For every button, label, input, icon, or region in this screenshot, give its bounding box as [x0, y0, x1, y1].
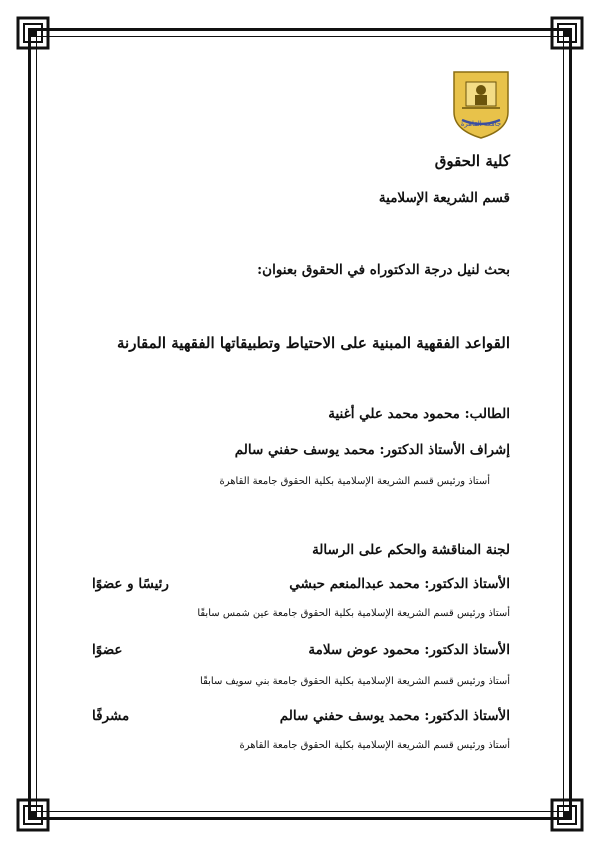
supervisor-name: إشراف الأستاذ الدكتور: محمد يوسف حفني سالم	[234, 442, 510, 458]
supervisor-title: أستاذ ورئيس قسم الشريعة الإسلامية بكلية الحقوق جامعة القاهرة	[219, 476, 490, 487]
corner-ornament-icon	[550, 16, 584, 50]
committee-member-role: عضوًا	[92, 642, 123, 658]
student-name: الطالب: محمود محمد علي أغنية	[328, 406, 510, 422]
committee-member-name: الأستاذ الدكتور: محمد عبدالمنعم حبشي	[289, 576, 510, 592]
committee-member-title: أستاذ ورئيس قسم الشريعة الإسلامية بكلية الحقوق جامعة بني سويف سابقًا	[200, 676, 510, 687]
thesis-title: القواعد الفقهية المبنية على الاحتياط وتطبيقاتها الفقهية المقارنة	[117, 334, 510, 352]
corner-ornament-icon	[550, 798, 584, 832]
corner-ornament-icon	[16, 16, 50, 50]
cairo-university-logo-icon	[448, 68, 514, 140]
corner-ornament-icon	[16, 798, 50, 832]
committee-member-name: الأستاذ الدكتور: محمود عوض سلامة	[308, 642, 510, 658]
degree-line: بحث لنيل درجة الدكتوراه في الحقوق بعنوان:	[257, 262, 510, 278]
department-name: قسم الشريعة الإسلامية	[378, 190, 510, 206]
committee-heading: لجنة المناقشة والحكم على الرسالة	[312, 542, 510, 558]
committee-member-title: أستاذ ورئيس قسم الشريعة الإسلامية بكلية الحقوق جامعة القاهرة	[239, 740, 510, 751]
committee-member-role: مشرفًا	[92, 708, 130, 724]
committee-member-title: أستاذ ورئيس قسم الشريعة الإسلامية بكلية الحقوق جامعة عين شمس سابقًا	[197, 608, 510, 619]
faculty-name: كلية الحقوق	[434, 152, 510, 170]
committee-member-name: الأستاذ الدكتور: محمد يوسف حفني سالم	[279, 708, 510, 724]
committee-member-role: رئيسًا و عضوًا	[92, 576, 169, 592]
logo-text: جامعة القاهرة	[460, 120, 502, 128]
